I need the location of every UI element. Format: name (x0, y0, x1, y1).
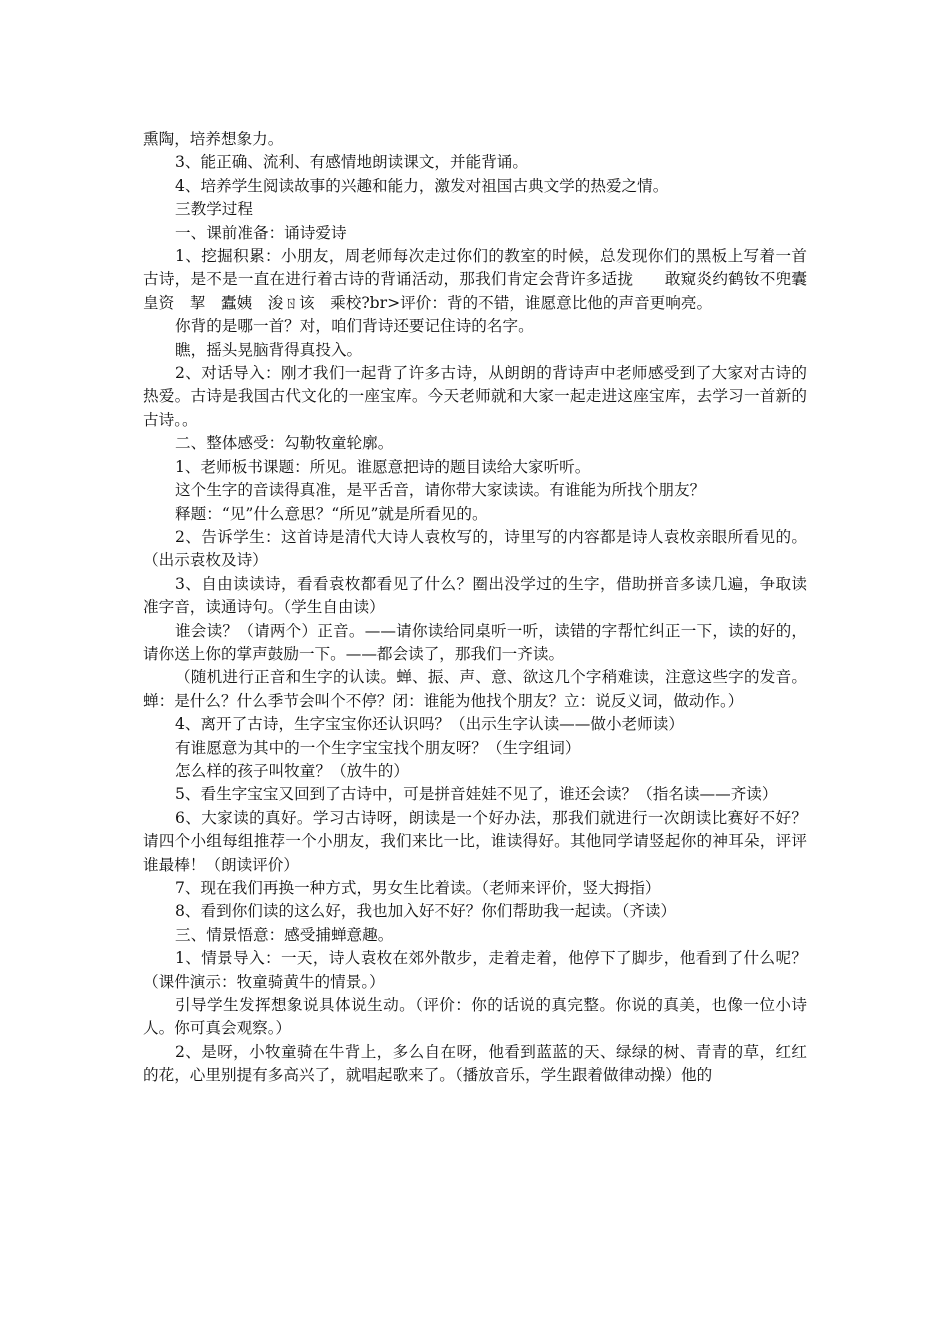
paragraph: 这个生字的音读得真准，是平舌音，请你带大家读读。有谁能为所找个朋友？ (175, 481, 706, 500)
paragraph: 引导学生发挥想象说具体说生动。（评价：你的话说的真完整。你说的真美，也像一位小诗人。你可真会观察。） (143, 996, 807, 1038)
paragraph: 有谁愿意为其中的一个生字宝宝找个朋友呀？（生字组词） (175, 738, 581, 757)
paragraph: 怎么样的孩子叫牧童？（放牛的） (175, 761, 409, 780)
paragraph: 3、自由读读诗，看看袁枚都看见了什么？圈出没学过的生字，借助拼音多读几遍，争取读准字音，读通诗句。（学生自由读） (143, 574, 807, 617)
paragraph: （随机进行正音和生字的认读。蝉、振、声、意、欲这几个字稍难读，注意这些字的发音。蝉：是什么？什么季节会叫个不停？闭：谁能为他找个朋友？立：说反义词，做动作。） (143, 668, 807, 710)
paragraph: 谁会读？（请两个）正音。——请你读给同桌听一听，读错的字帮忙纠正一下，读的好的，请你送上你的掌声鼓励一下。——都会读了，那我们一齐读。 (143, 621, 807, 663)
paragraph: 三、情景悟意：感受捕蝉意趣。 (175, 925, 394, 944)
paragraph: 1、挖掘积累：小朋友，周老师每次走过你们的教室的时候，总发现你们的黑板上写着一首古诗，是不是一直在进行着古诗的背诵活动，那我们肯定会背许多适拢 敢窥炎约鹤钕不兜囊皇资 挈 蠹姨 浚ㄖ该 乘校?br>评价：背的不错，谁愿意比他的声音更响亮。 (143, 247, 807, 312)
paragraph: 瞧，摇头晃脑背得真投入。 (175, 340, 363, 359)
paragraph: 2、对话导入：刚才我们一起背了许多古诗，从朗朗的背诗声中老师感受到了大家对古诗的热爱。古诗是我国古代文化的一座宝库。今天老师就和大家一起走进这座宝库，去学习一首新的古诗。。 (143, 364, 807, 429)
paragraph: 一、课前准备：诵诗爱诗 (175, 223, 347, 242)
paragraph: 7、现在我们再换一种方式，男女生比着读。（老师来评价，竖大拇指） (175, 879, 661, 897)
paragraph: 1、情景导入：一天，诗人袁枚在郊外散步，走着走着，他停下了脚步，他看到了什么呢？（课件演示：牧童骑黄牛的情景。） (143, 949, 807, 991)
paragraph: 6、大家读的真好。学习古诗呀，朗读是一个好办法，那我们就进行一次朗读比赛好不好？请四个小组每组推荐一个小朋友，我们来比一比，谁读得好。其他同学请竖起你的神耳朵，评评谁最棒！（朗读评价） (143, 808, 807, 874)
paragraph: 3、能正确、流利、有感情地朗读课文，并能背诵。 (175, 153, 528, 172)
document-body (143, 128, 807, 1088)
paragraph: 8、看到你们读的这么好，我也加入好不好？你们帮助我一起读。（齐读） (175, 902, 677, 921)
paragraph: 5、看生字宝宝又回到了古诗中，可是拼音娃娃不见了，谁还会读？（指名读——齐读） (175, 785, 778, 804)
paragraph: 熏陶，培养想象力。 (143, 130, 284, 148)
paragraph: 二、整体感受：勾勒牧童轮廓。 (175, 434, 394, 453)
paragraph: 三教学过程 (175, 200, 253, 219)
paragraph: 4、培养学生阅读故事的兴趣和能力，激发对祖国古典文学的热爱之情。 (175, 176, 669, 195)
paragraph: 释题：“见”什么意思？“所见”就是所看见的。 (175, 504, 488, 523)
paragraph: 2、是呀，小牧童骑在牛背上，多么自在呀，他看到蓝蓝的天、绿绿的树、青青的草，红红的花，心里别提有多高兴了，就唱起歌来了。（播放音乐，学生跟着做律动操）他的 (143, 1042, 807, 1085)
paragraph: 1、老师板书课题：所见。谁愿意把诗的题目读给大家听听。 (175, 457, 591, 476)
paragraph: 4、离开了古诗，生字宝宝你还认识吗？（出示生字认读——做小老师读） (175, 715, 684, 734)
paragraph: 2、告诉学生：这首诗是清代大诗人袁枚写的，诗里写的内容都是诗人袁枚亲眼所看见的。（出示袁枚及诗） (143, 527, 807, 570)
paragraph: 你背的是哪一首？对，咱们背诗还要记住诗的名字。 (175, 317, 534, 336)
